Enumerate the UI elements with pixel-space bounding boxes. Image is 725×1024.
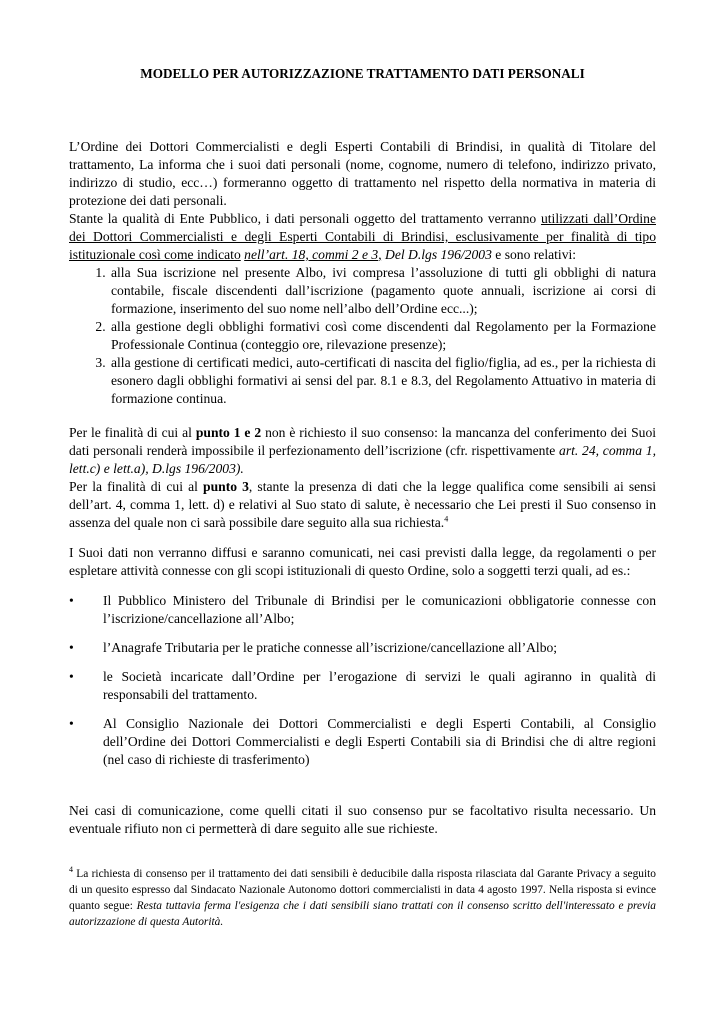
purpose-3-paragraph: Per la finalità di cui al punto 3, stante la presenza di dati che la legge qualifica come sensibili ai sensi dell’art. 4, comma 1, lett. d) e relativi al Suo stato di salute, è necessario che Lei presti il Suo consenso in assenza del quale non ci sarà possibile dare seguito alla sua richiesta.$^4$ [69,479,657,530]
disclosure-paragraph: I Suoi dati non verranno diffusi e saranno comunicati, nei casi previsti dalla legge, da regolamenti o per espletare attività connesse con gli scopi istituzionali di questo Ordine, solo a soggetti terzi quali, ad es.: [69,545,656,578]
bullet-icon: • [69,669,74,684]
purpose-item-1: 1. alla Sua iscrizione nel presente Albo, ivi compresa l’assoluzione di tutti gli obblighi di natura contabile, fiscale discendenti dall’iscrizione (pagamento quote annuali, iscrizione ai corsi di formazione, inserimento del suo nome nell’albo dell’Ordine ecc...); [109,264,656,318]
recipient-item: • Il Pubblico Ministero del Tribunale di Brindisi per le comunicazioni obbligatorie connesse con l’iscrizione/cancellazione all’Albo; [69,593,656,626]
recipients-list [69,592,656,769]
purpose-1-2-law-ref: art. 24, comma 1, lett.c) e lett.a), D.lgs 196/2003). [69,443,656,476]
purpose-1-2-paragraph: Per le finalità di cui al punto 1 e 2 non è richiesto il suo consenso: la mancanza del conferimento dei Suoi dati personali renderà impossibile il perfezionamento dell’iscrizione (cfr. rispettivamente art. 24, comma 1, lett.c) e lett.a), D.lgs 196/2003). [69,425,657,476]
footnote-reference: 4 [444,514,449,524]
purpose-item-3: 3. alla gestione di certificati medici, auto-certificati di nascita del figlio/figlia, ad es., per la richiesta di esonero dagli obblighi formativi ai sensi del par. 8.1 e 8.3, del Regolamento Attuativo in materia di formazione continua. [109,354,656,408]
bullet-icon: • [69,640,74,655]
purpose-list [69,264,656,408]
legal-basis-paragraph: Stante la qualità di Ente Pubblico, i dati personali oggetto del trattamento verranno utilizzati dall’Ordine dei Dottori Commercialisti e degli Esperti Contabili di Brindisi, esclusivamente per finalità di tipo istituzionale così come indicato nell’art. 18, commi 2 e 3, Del D.lgs 196/2003 e sono relativi: [69,211,656,262]
recipient-item: • le Società incaricate dall’Ordine per l’erogazione di servizi le quali agiranno in qualità di responsabili del trattamento. [69,669,656,702]
bullet-icon: • [69,716,74,731]
legal-basis-text: Stante la qualità di Ente Pubblico, i dati personali oggetto del trattamento verranno [69,211,541,226]
recipient-item: • Al Consiglio Nazionale dei Dottori Commercialisti e degli Esperti Contabili, al Consiglio dell’Ordine dei Dottori Commercialisti e degli Esperti Contabili sia di Brindisi che di altre regioni (nel caso di richieste di trasferimento) [69,716,656,767]
recipient-item: • l’Anagrafe Tributaria per le pratiche connesse all’iscrizione/cancellazione all’Albo; [69,640,558,655]
intro-paragraph: L’Ordine dei Dottori Commercialisti e degli Esperti Contabili di Brindisi, in qualità di Titolare del trattamento, La informa che i suoi dati personali (nome, cognome, numero di telefono, indirizzo privato, indirizzo di studio, ecc…) formeranno oggetto di trattamento nel rispetto della normativa in materia di protezione dei dati personali. [69,139,656,208]
legal-basis-underlined: utilizzati dall’Ordine dei Dottori Commercialisti e degli Esperti Contabili di Brindisi, esclusivamente per finalità di tipo istituzionale così come indicato [69,211,656,262]
purpose-1-2-ref: punto 1 e 2 [195,425,262,440]
footnote [69,866,656,930]
bullet-icon: • [69,593,74,608]
closing-paragraph: Nei casi di comunicazione, come quelli citati il suo consenso pur se facoltativo risulta necessario. Un eventuale rifiuto non ci permetterà di dare seguito alle sue richieste. [69,803,656,836]
document-title: MODELLO PER AUTORIZZAZIONE TRATTAMENTO DATI PERSONALI [140,66,585,81]
legal-basis-article-ref: nell’art. 18, commi 2 e 3 [244,247,379,262]
footnote-quote: Resta tuttavia ferma l'esigenza che i dati sensibili siano trattati con il consenso scritto dell'interessato e previa autorizzazione di questa Autorità. [69,900,657,928]
purpose-item-2: 2. alla gestione degli obblighi formativi così come discendenti dal Regolamento per la Formazione Professionale Continua (conteggio ore, rilevazione presenze); [109,318,656,354]
purpose-3-ref: punto 3 [203,479,249,494]
legal-basis-decree-ref: Del D.lgs 196/2003 [381,247,492,262]
footnote-number: 4 [69,865,73,875]
footnote-text: La richiesta di consenso per il trattamento dei dati sensibili è deducibile dalla risposta rilasciata dal Garante Privacy a seguito di un quesito espresso dal Sindacato Nazionale Autonomo dottori commercialisti in data 4 agosto 1997. Nella risposta si evince quanto segue: [69,868,656,912]
